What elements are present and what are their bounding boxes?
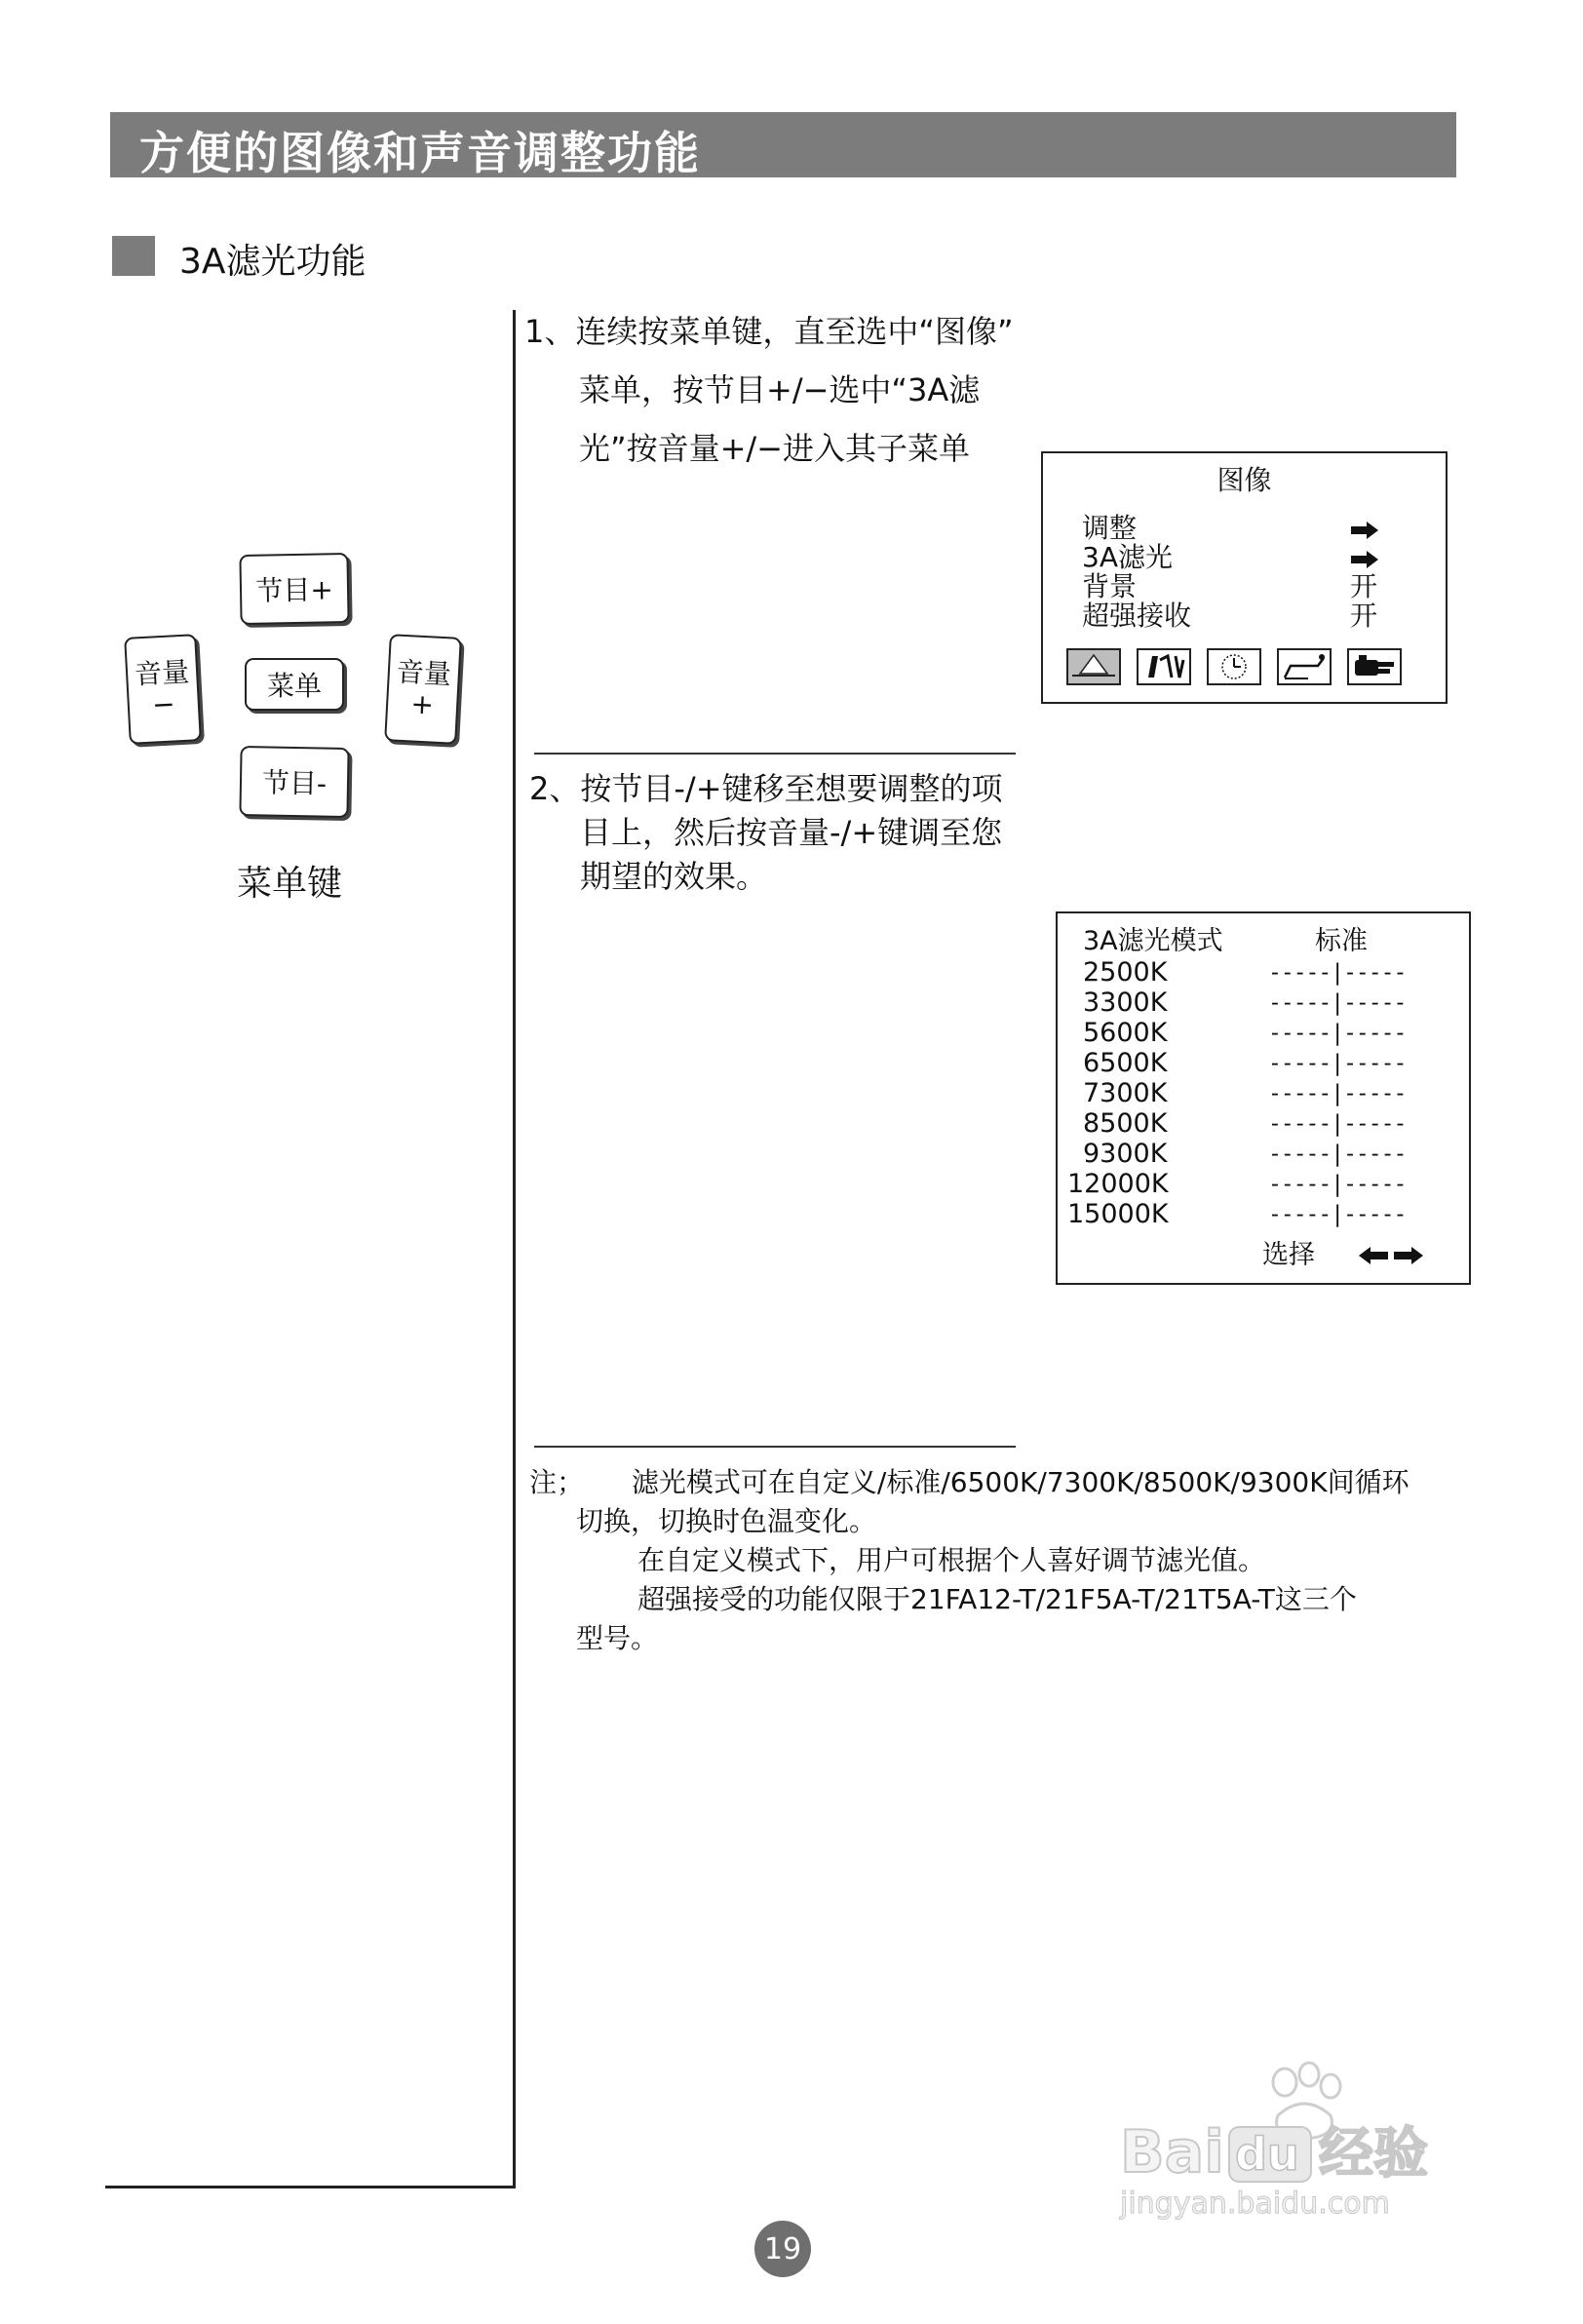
temp-row-slider: -----|----- xyxy=(1268,1202,1407,1227)
background-value: 开 xyxy=(1350,570,1378,602)
arrow-right-icon xyxy=(1351,522,1378,539)
temp-row-label: 6500K xyxy=(1083,1048,1168,1078)
page-number: 19 xyxy=(754,2221,811,2277)
svg-text:Bai: Bai xyxy=(1120,2118,1224,2187)
picture-icon xyxy=(1066,648,1121,685)
minus-sign: − xyxy=(151,687,176,721)
program-up-label: 节目+ xyxy=(255,573,334,607)
temp-row-slider: -----|----- xyxy=(1268,960,1407,986)
step-1 xyxy=(524,302,1014,478)
step-2-line-3: 期望的效果。 xyxy=(580,858,768,895)
temp-row-slider: -----|----- xyxy=(1268,1051,1407,1076)
temp-row-slider: -----|----- xyxy=(1268,1081,1407,1106)
menu-key[interactable] xyxy=(245,658,344,711)
menu-item-super-reception: 超强接收 xyxy=(1082,600,1192,632)
svg-text:du: du xyxy=(1235,2128,1299,2181)
temp-row-slider: -----|----- xyxy=(1268,1021,1407,1046)
sound-icon xyxy=(1137,648,1191,685)
temp-row-slider: -----|----- xyxy=(1268,990,1407,1016)
step-1-line-2: 菜单，按节目+/−选中“3A滤 xyxy=(579,371,981,408)
program-down-key[interactable] xyxy=(239,746,349,818)
note-line-5: 型号。 xyxy=(576,1622,659,1654)
menu-item-3a-filter: 3A滤光 xyxy=(1082,541,1173,573)
3a-filter-menu-screen xyxy=(1056,911,1471,1285)
note-line-4: 超强接受的功能仅限于21FA12-T/21F5A-T/21T5A-T这三个 xyxy=(637,1583,1357,1615)
temp-row-label: 2500K xyxy=(1083,957,1168,988)
volume-minus-key[interactable] xyxy=(124,634,202,745)
temp-row-slider: -----|----- xyxy=(1268,1172,1407,1197)
temp-row-label: 7300K xyxy=(1083,1078,1168,1108)
hand-icon xyxy=(1347,648,1402,685)
picture-menu-screen xyxy=(1041,451,1448,704)
filter-mode-value: 标准 xyxy=(1315,926,1368,956)
volume-plus-key[interactable] xyxy=(384,634,462,745)
baidu-watermark-logo xyxy=(1114,2055,1475,2221)
step-1-line-1: 1、连续按菜单键，直至选中“图像” xyxy=(524,313,1014,350)
temp-row-label: 8500K xyxy=(1083,1108,1168,1139)
page-title-bar xyxy=(110,112,1456,177)
note-separator xyxy=(534,1446,1016,1448)
step-1-line-3: 光”按音量+/−进入其子菜单 xyxy=(579,430,970,467)
note-line-1 xyxy=(529,1463,1409,1502)
svg-text:jingyan.baidu.com: jingyan.baidu.com xyxy=(1120,2187,1390,2221)
arrow-right-icon xyxy=(1394,1247,1423,1264)
temp-row-slider: -----|----- xyxy=(1268,1111,1407,1137)
step-2-line-1: 2、按节目-/+键移至想要调整的项 xyxy=(529,770,1003,807)
temp-row-slider: -----|----- xyxy=(1268,1142,1407,1167)
temp-row-label: 3300K xyxy=(1083,988,1168,1018)
note-line-2: 切换，切换时色温变化。 xyxy=(576,1505,877,1537)
column-divider xyxy=(513,310,516,2188)
temp-row-label: 12000K xyxy=(1067,1169,1169,1199)
step-separator xyxy=(534,753,1016,755)
temp-row-label: 5600K xyxy=(1083,1018,1168,1048)
menu-item-background: 背景 xyxy=(1082,570,1138,602)
step-2-line-2: 目上，然后按音量-/+键调至您 xyxy=(580,814,1003,851)
select-label: 选择 xyxy=(1262,1240,1315,1270)
program-up-key[interactable] xyxy=(239,553,349,625)
super-reception-value: 开 xyxy=(1350,600,1378,632)
clock-icon xyxy=(1207,648,1261,685)
menu-key-label: 菜单 xyxy=(266,670,322,702)
temp-row-label: 9300K xyxy=(1083,1139,1168,1169)
feature-icon xyxy=(1277,648,1332,685)
note-text-1: 滤光模式可在自定义/标准/6500K/7300K/8500K/9300K间循环 xyxy=(631,1466,1409,1498)
volume-minus-label: 音量 xyxy=(134,655,190,691)
program-down-label: 节目- xyxy=(261,766,328,800)
keys-caption: 菜单键 xyxy=(237,864,343,904)
arrow-right-icon xyxy=(1351,551,1378,568)
section-title: 3A滤光功能 xyxy=(179,242,367,282)
page-title: 方便的图像和声音调整功能 xyxy=(139,127,701,179)
step-2 xyxy=(529,767,1003,899)
filter-mode-label: 3A滤光模式 xyxy=(1083,926,1223,956)
svg-text:经验: 经验 xyxy=(1319,2122,1428,2186)
section-marker xyxy=(112,236,155,276)
plus-sign: + xyxy=(409,687,435,721)
note-prefix: 注； xyxy=(529,1466,585,1498)
arrow-left-icon xyxy=(1359,1247,1388,1264)
menu-item-adjust: 调整 xyxy=(1082,512,1138,544)
bottom-rule xyxy=(105,2186,516,2188)
temp-row-label: 15000K xyxy=(1067,1199,1169,1229)
note-line-3: 在自定义模式下，用户可根据个人喜好调节滤光值。 xyxy=(637,1544,1266,1576)
volume-plus-label: 音量 xyxy=(396,655,452,691)
picture-menu-title: 图像 xyxy=(1216,464,1272,496)
